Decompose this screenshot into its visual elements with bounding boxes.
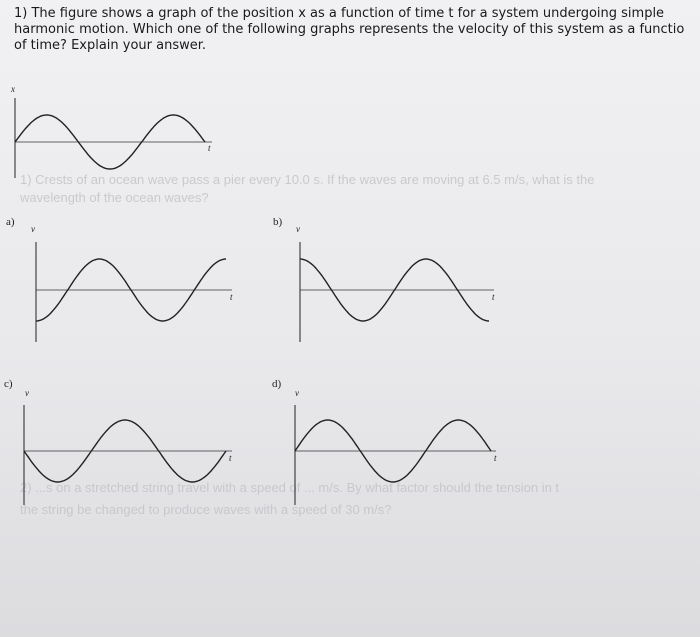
option-d-y-label: v	[295, 388, 299, 398]
option-c-label: c)	[4, 378, 13, 390]
bleed-through-text: 1) Crests of an ocean wave pass a pier every 10.0 s. If the waves are moving at 6.5 m/s, what is the	[20, 172, 595, 187]
bleed-through-text: 2) ...s on a stretched string travel with a speed of ... m/s. By what factor should the tension in t	[20, 480, 560, 495]
bleed-through-text: the string be changed to produce waves with a speed of 30 m/s?	[20, 502, 392, 517]
option-d-x-label: t	[494, 453, 497, 463]
option-c-y-label: v	[25, 388, 29, 398]
option-d-graph	[295, 388, 497, 505]
main-x-label: t	[208, 143, 211, 153]
option-b-x-label: t	[492, 292, 495, 302]
option-d-label: d)	[272, 378, 282, 390]
main-position-graph	[10, 84, 212, 178]
option-b-graph	[296, 224, 495, 342]
question-text: 1) The figure shows a graph of the position x as a function of time t for a system undergoing simple harmonic motion. Which one of the following graphs represents the velocity of this system as a functio of time? Explain your answer.	[14, 6, 685, 53]
option-a-graph	[31, 224, 233, 342]
option-a-label: a)	[6, 216, 15, 228]
bleed-through-text: wavelength of the ocean waves?	[20, 190, 209, 205]
option-a-x-label: t	[230, 292, 233, 302]
main-y-label: x	[11, 84, 15, 94]
option-a-y-label: v	[31, 224, 35, 234]
option-c-graph	[24, 388, 232, 505]
option-b-y-label: v	[296, 224, 300, 234]
option-b-label: b)	[273, 216, 283, 228]
option-c-x-label: t	[229, 453, 232, 463]
